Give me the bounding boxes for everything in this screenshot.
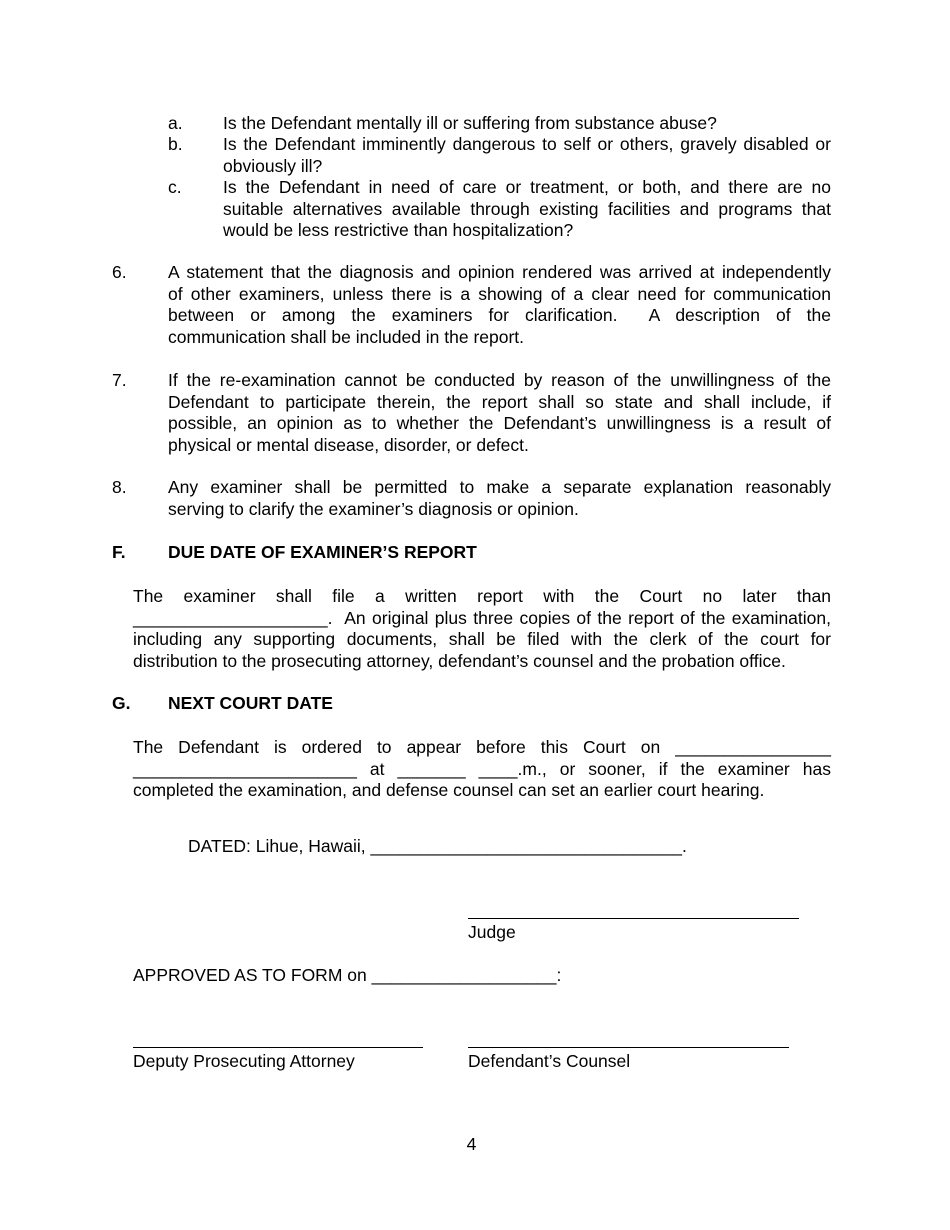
subitem-text: suitable alternatives available through existing facilities and programs that: [223, 198, 831, 219]
item-text: physical or mental disease, disorder, or defect.: [168, 434, 529, 455]
deputy-signature-line: [133, 1047, 423, 1048]
subitem-text: Is the Defendant mentally ill or suffering from substance abuse?: [223, 113, 717, 133]
section-g-body: [133, 737, 831, 802]
item-text: serving to clarify the examiner’s diagnosis or opinion.: [168, 498, 579, 519]
paragraph-line: including any supporting documents, shall be filed with the clerk of the court for: [133, 629, 831, 649]
paragraph-line: ____________________. An original plus three copies of the report of the examination,: [133, 607, 831, 628]
paragraph-line: The examiner shall file a written report with the Court no later than: [133, 586, 831, 606]
defendants-counsel-label: Defendant’s Counsel: [468, 1051, 631, 1071]
approved-as-to-form: APPROVED AS TO FORM on ___________________:: [133, 965, 562, 985]
section-letter: G.: [112, 693, 131, 713]
item-number: 8.: [112, 477, 127, 497]
subitem-text: would be less restrictive than hospitalization?: [223, 220, 574, 240]
section-f-heading: [112, 542, 831, 564]
subitem-marker: b.: [168, 134, 183, 154]
paragraph-line: distribution to the prosecuting attorney, defendant’s counsel and the probation office.: [133, 650, 786, 671]
section-g-heading: [112, 693, 831, 715]
item-text: between or among the examiners for clarification. A description of the: [168, 305, 831, 325]
item-6: [112, 262, 831, 348]
item-text: possible, an opinion as to whether the Defendant’s unwillingness is a result of: [168, 413, 831, 433]
item-8: [112, 477, 831, 520]
item-text: communication shall be included in the report.: [168, 326, 525, 347]
deputy-prosecuting-attorney-label: Deputy Prosecuting Attorney: [133, 1051, 355, 1071]
judge-label: Judge: [468, 922, 516, 942]
subitem-a: [168, 113, 831, 135]
paragraph-line: _______________________ at _______ ____.m., or sooner, if the examiner has: [133, 758, 831, 779]
paragraph-line: The Defendant is ordered to appear before this Court on ________________: [133, 737, 831, 757]
section-f-body: [133, 586, 831, 672]
paragraph-line: completed the examination, and defense counsel can set an earlier court hearing.: [133, 780, 765, 800]
item-text: Any examiner shall be permitted to make a separate explanation reasonably: [168, 477, 831, 497]
subitem-c: [168, 177, 831, 242]
subitem-marker: a.: [168, 113, 183, 133]
item-7: [112, 370, 831, 456]
item-text: A statement that the diagnosis and opinion rendered was arrived at independently: [168, 262, 831, 282]
counsel-signature-line: [468, 1047, 789, 1048]
judge-signature-line: [468, 918, 799, 919]
subitem-b: [168, 134, 831, 177]
section-letter: F.: [112, 542, 126, 562]
item-text: of other examiners, unless there is a showing of a clear need for communication: [168, 283, 831, 304]
subitem-text: Is the Defendant in need of care or treatment, or both, and there are no: [223, 177, 831, 197]
subitem-text: Is the Defendant imminently dangerous to self or others, gravely disabled or: [223, 134, 831, 154]
item-number: 6.: [112, 262, 127, 282]
item-number: 7.: [112, 370, 127, 390]
section-title: NEXT COURT DATE: [168, 693, 333, 713]
page-number: 4: [466, 1134, 477, 1154]
item-text: Defendant to participate therein, the report shall so state and shall include, if: [168, 391, 831, 412]
dated-line: DATED: Lihue, Hawaii, ________________________________.: [188, 836, 687, 856]
subitem-marker: c.: [168, 177, 182, 197]
subitem-text: obviously ill?: [223, 155, 323, 176]
section-title: DUE DATE OF EXAMINER’S REPORT: [168, 542, 477, 562]
item-text: If the re-examination cannot be conducted by reason of the unwillingness of the: [168, 370, 831, 390]
